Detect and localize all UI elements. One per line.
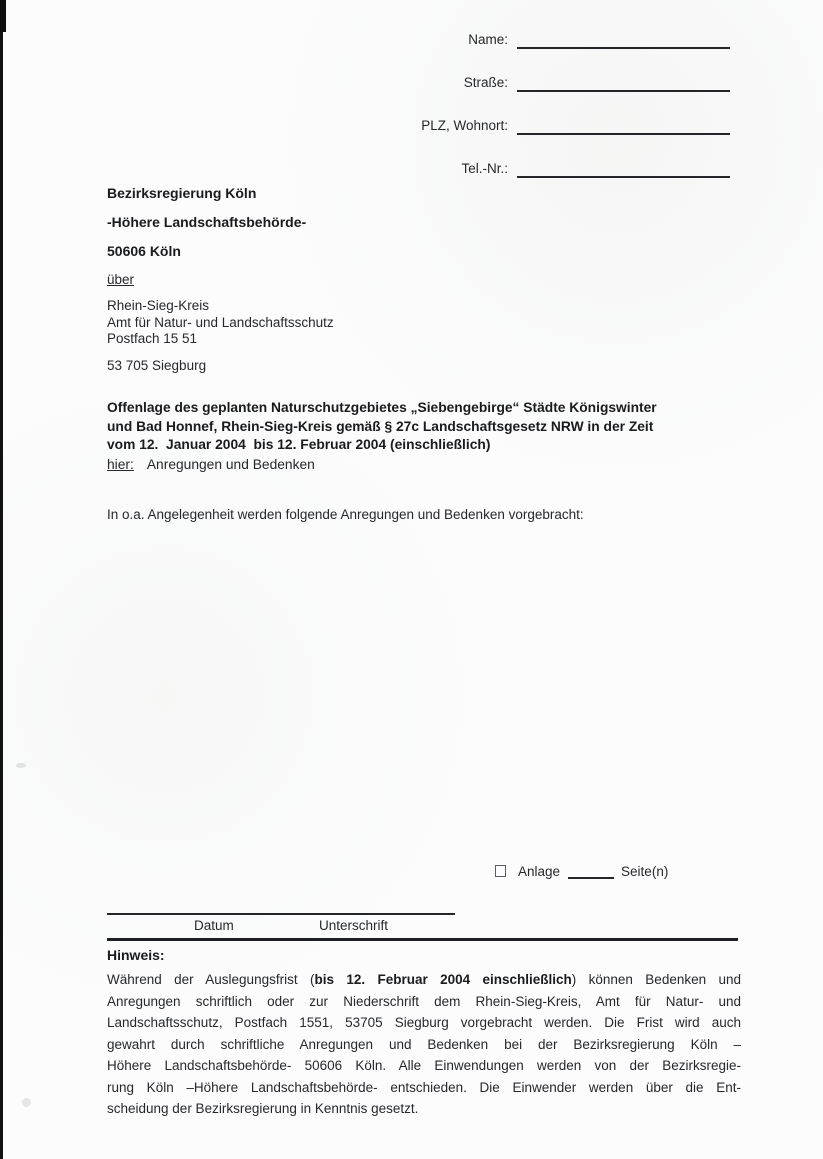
hinweis-line-7: scheidung der Bezirksregierung in Kenntnis gesetzt. [107,1101,419,1116]
district-pobox: Postfach 15 51 [107,331,198,346]
hinweis-line-5: Höhere Landschaftsbehörde- 50606 Köln. Alle Einwendungen werden von der Bezirksregie- [107,1058,741,1073]
via-label: über [107,272,135,287]
signature-block [107,900,455,935]
recipient-authority-name: Bezirksregierung Köln [107,185,257,201]
city-input-line [517,118,730,135]
intro-sentence: In o.a. Angelegenheit werden folgende Anregungen und Bedenken vorgebracht: [107,507,584,522]
subject-line-3: vom 12. Januar 2004 bis 12. Februar 2004 (einschließlich) [107,437,491,452]
subject-line-2: und Bad Honnef, Rhein-Sieg-Kreis gemäß § 27c Landschaftsgesetz NRW in der Zeit [107,418,654,434]
field-row-street [300,74,730,92]
scan-edge-top-artifact [0,0,6,32]
recipient-authority-city: 50606 Köln [107,243,181,259]
anlage-pages-line [568,865,614,879]
district-name: Rhein-Sieg-Kreis [107,298,210,313]
phone-label: Tel.-Nr.: [461,161,508,176]
date-label: Datum [194,918,234,933]
hinweis-line-1 [107,969,741,991]
hier-label: hier: [107,456,134,472]
hinweis-line-2: Anregungen schriftlich oder zur Niederschrift dem Rhein-Sieg-Kreis, Amt für Natur- und [107,993,741,1009]
street-input-line [517,75,730,92]
hinweis-line-3: Landschaftsschutz, Postfach 1551, 53705 Siegburg vorgebracht werden. Die Frist wird auch [107,1015,741,1030]
subject-block [107,399,743,474]
hinweis-title: Hinweis: [107,947,165,963]
signature-label: Unterschrift [319,918,389,933]
hinweis-line-6: rung Köln –Höhere Landschaftsbehörde- entschieden. Die Einwender werden über die Ent- [107,1079,741,1095]
hier-text: Anregungen und Bedenken [146,456,315,472]
anlage-row [495,864,668,879]
recipient-authority-dept: -Höhere Landschaftsbehörde- [107,214,307,230]
street-label: Straße: [463,75,508,90]
anlage-label: Anlage [518,864,561,879]
name-label: Name: [468,32,508,47]
scan-smudge [21,1097,33,1109]
hinweis-deadline-bold: bis 12. Februar 2004 einschließlich [314,972,572,987]
phone-input-line [517,161,730,178]
field-row-phone [300,160,730,178]
hinweis-line-1-post: ) können Bedenken und [571,972,741,987]
scan-edge-artifact [0,0,3,1159]
name-input-line [517,32,730,49]
recipient-address-block [107,185,334,374]
section-divider-line [107,938,738,941]
hinweis-line-4: gewahrt durch schriftliche Anregungen und Bedenken bei der Bezirksregierung Köln – [107,1036,741,1052]
hinweis-paragraph [107,969,741,1120]
scan-smudge [16,763,26,768]
city-label: PLZ, Wohnort: [421,118,508,133]
hinweis-line-1-pre: Während der Auslegungsfrist ( [107,972,315,987]
field-row-name [300,31,730,49]
field-row-city [300,117,730,135]
subject-line-1: Offenlage des geplanten Naturschutzgebietes „Siebengebirge“ Städte Königswinter [107,400,657,415]
district-city: 53 705 Siegburg [107,357,207,373]
signature-labels [107,915,455,935]
anlage-checkbox [495,865,506,877]
district-office: Amt für Natur- und Landschaftsschutz [107,314,334,330]
subject-hier-line [107,456,743,475]
anlage-suffix: Seite(n) [621,864,669,879]
